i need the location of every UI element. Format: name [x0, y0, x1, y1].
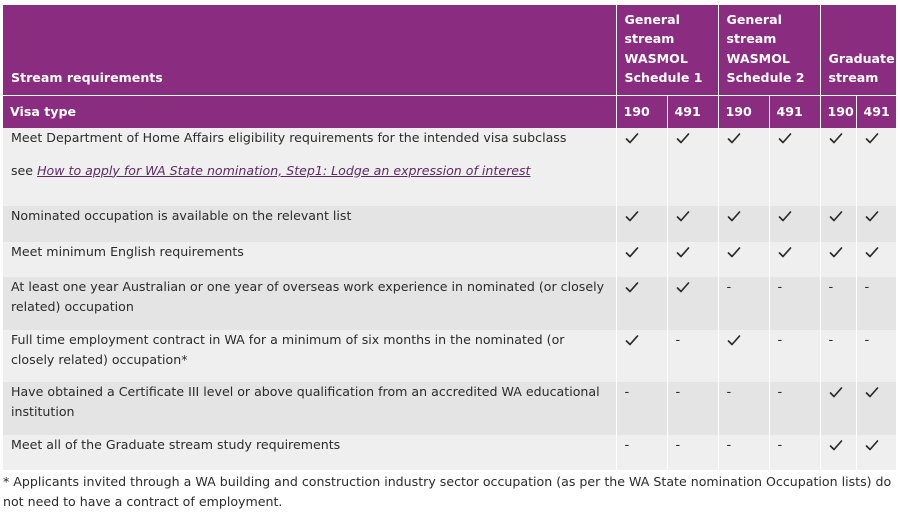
subclass-heading: 190 — [820, 95, 856, 128]
tick-icon — [856, 242, 896, 277]
tick-icon — [667, 242, 718, 277]
dash-mark — [616, 435, 667, 470]
requirement-row — [3, 277, 896, 330]
dash-mark — [820, 277, 856, 330]
tick-icon — [616, 128, 667, 206]
tick-icon — [616, 330, 667, 382]
tick-icon — [856, 128, 896, 206]
tick-icon — [820, 242, 856, 277]
dash-text: - — [777, 438, 783, 453]
requirement-row — [3, 206, 896, 242]
requirement-text: Full time employment contract in WA for a minimum of six months in the nominated (or closely related) occupation* — [11, 332, 565, 367]
subclass-heading: 190 — [616, 95, 667, 128]
stream-requirements-heading: Stream requirements — [3, 5, 616, 95]
subclass-heading: 491 — [856, 95, 896, 128]
dash-text: - — [726, 438, 732, 453]
header-row — [3, 5, 896, 95]
tick-icon — [769, 128, 820, 206]
requirement-cell — [3, 128, 616, 206]
requirement-row — [3, 382, 896, 435]
requirement-text: Meet all of the Graduate stream study requirements — [11, 437, 341, 452]
stream-2-heading: General stream WASMOL Schedule 2 — [718, 5, 820, 95]
dash-mark — [769, 435, 820, 470]
visa-type-heading: Visa type — [3, 95, 616, 128]
stream-3-heading: Graduate stream — [820, 5, 896, 95]
tick-icon — [856, 206, 896, 242]
tick-icon — [856, 435, 896, 470]
dash-text: - — [675, 385, 681, 400]
dash-text: - — [777, 280, 783, 295]
requirement-text: Nominated occupation is available on the relevant list — [11, 208, 352, 223]
dash-text: - — [777, 385, 783, 400]
tick-icon — [667, 128, 718, 206]
requirement-text: Meet Department of Home Affairs eligibility requirements for the intended visa subclass — [11, 130, 567, 145]
tick-icon — [616, 242, 667, 277]
tick-icon — [718, 206, 769, 242]
requirement-row — [3, 330, 896, 382]
dash-text: - — [828, 333, 834, 348]
dash-text: - — [726, 385, 732, 400]
dash-text: - — [675, 438, 681, 453]
tick-icon — [718, 242, 769, 277]
dash-mark — [856, 330, 896, 382]
tick-icon — [667, 206, 718, 242]
requirement-row — [3, 435, 896, 470]
tick-icon — [616, 277, 667, 330]
dash-mark — [769, 382, 820, 435]
dash-text: - — [828, 280, 834, 295]
requirement-cell — [3, 435, 616, 470]
tick-icon — [769, 242, 820, 277]
dash-mark — [667, 382, 718, 435]
dash-mark — [616, 382, 667, 435]
dash-mark — [769, 277, 820, 330]
tick-icon — [820, 382, 856, 435]
stream-1-heading: General stream WASMOL Schedule 1 — [616, 5, 718, 95]
footnote: * Applicants invited through a WA building and construction industry sector occupation (as per the WA State nomination Occupation lists) do not need to have a contract of employment. — [3, 474, 892, 509]
dash-text: - — [624, 438, 630, 453]
how-to-apply-link[interactable]: How to apply for WA State nomination, Step1: Lodge an expression of interest — [37, 162, 531, 178]
dash-mark — [856, 277, 896, 330]
tick-icon — [667, 277, 718, 330]
dash-mark — [769, 330, 820, 382]
see-reference — [11, 161, 608, 181]
tick-icon — [769, 206, 820, 242]
requirement-row — [3, 242, 896, 277]
dash-mark — [718, 435, 769, 470]
dash-text: - — [864, 333, 870, 348]
tick-icon — [616, 206, 667, 242]
requirement-row — [3, 128, 896, 206]
dash-text: - — [675, 333, 681, 348]
tick-icon — [856, 382, 896, 435]
tick-icon — [820, 128, 856, 206]
dash-mark — [820, 330, 856, 382]
requirement-cell — [3, 382, 616, 435]
tick-icon — [718, 330, 769, 382]
tick-icon — [820, 206, 856, 242]
dash-mark — [718, 277, 769, 330]
dash-text: - — [777, 333, 783, 348]
dash-mark — [667, 435, 718, 470]
dash-mark — [667, 330, 718, 382]
tick-icon — [820, 435, 856, 470]
requirement-cell — [3, 277, 616, 330]
requirement-cell — [3, 330, 616, 382]
stream-requirements-table — [3, 5, 896, 470]
requirement-text: Meet minimum English requirements — [11, 244, 244, 259]
see-prefix: see — [11, 162, 38, 178]
subclass-heading: 491 — [769, 95, 820, 128]
requirement-cell — [3, 242, 616, 277]
tick-icon — [718, 128, 769, 206]
subclass-heading: 491 — [667, 95, 718, 128]
requirement-text: At least one year Australian or one year of overseas work experience in nominated (or closely related) occupation — [11, 279, 605, 314]
visa-type-row — [3, 95, 896, 128]
dash-text: - — [726, 280, 732, 295]
subclass-heading: 190 — [718, 95, 769, 128]
requirement-text: Have obtained a Certificate III level or above qualification from an accredited WA educational institution — [11, 384, 600, 419]
requirement-cell — [3, 206, 616, 242]
dash-mark — [718, 382, 769, 435]
dash-text: - — [624, 385, 630, 400]
dash-text: - — [864, 280, 870, 295]
